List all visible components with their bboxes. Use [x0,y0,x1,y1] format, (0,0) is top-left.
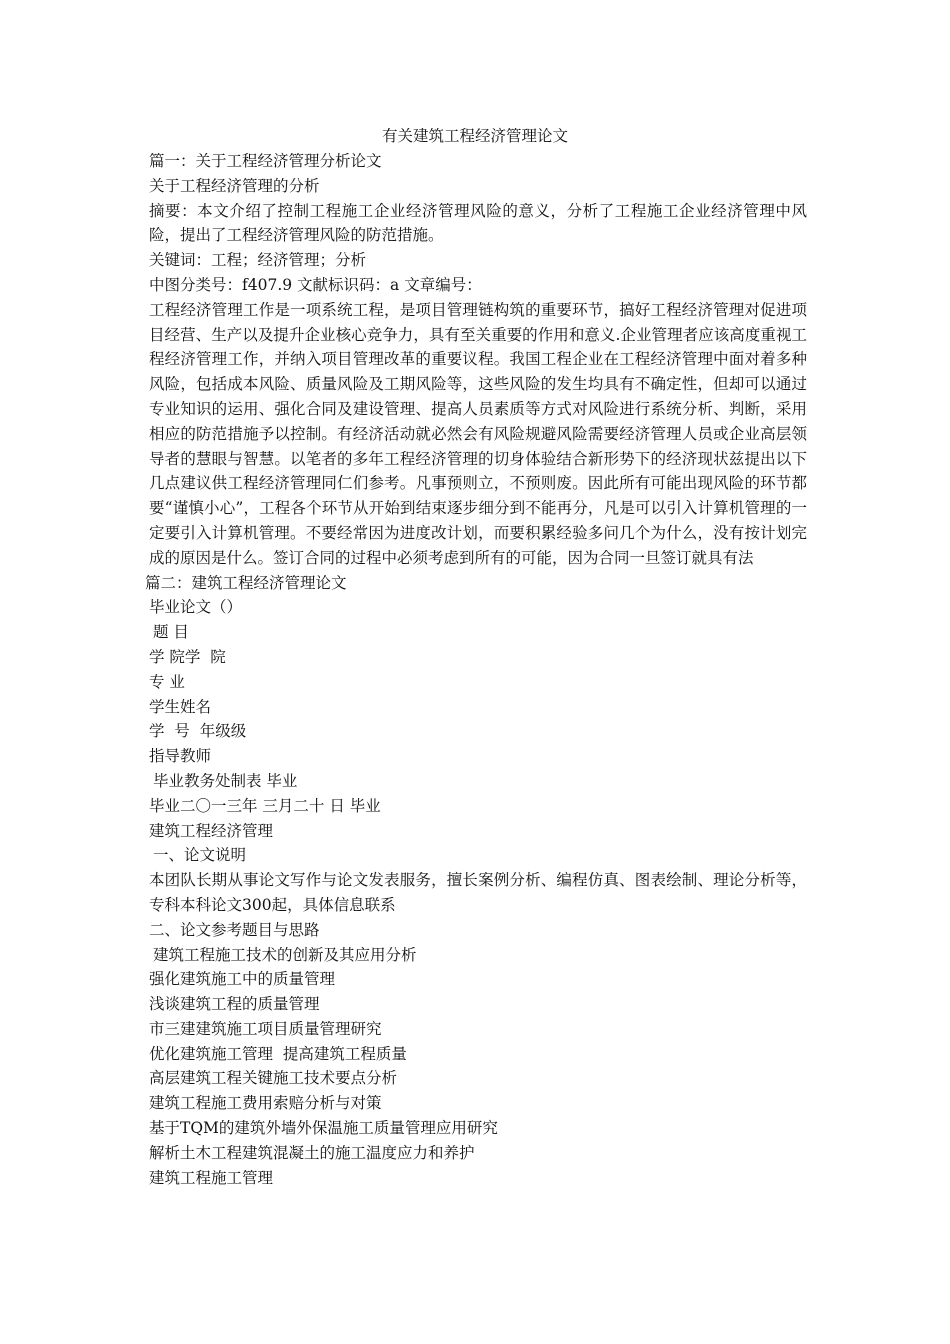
section1-classification: 中图分类号：f407.9 文献标识码：a 文章编号： [149,275,482,294]
section1-subtitle: 关于工程经济管理的分析 [149,176,320,195]
ref-item: 市三建建筑施工项目质量管理研究 [149,1019,382,1038]
document-title: 有关建筑工程经济管理论文 [381,127,568,145]
cover-student: 学生姓名 [149,697,212,716]
cover-advisor: 指导教师 [149,747,212,766]
cover-thesis: 毕业论文（） [149,598,243,617]
ref-item: 建筑工程施工费用索赔分析与对策 [149,1094,382,1113]
ref-item: 解析土木工程建筑混凝土的施工温度应力和养护 [149,1143,475,1162]
document-body [145,149,807,1190]
note-heading: 一、论文说明 [153,846,247,865]
ref-item: 浅谈建筑工程的质量管理 [149,995,320,1014]
section1-heading: 篇一：关于工程经济管理分析论文 [149,152,382,170]
cover-subject: 建筑工程经济管理 [149,821,274,840]
note-body: 本团队长期从事论文写作与论文发表服务，擅长案例分析、编程仿真、图表绘制、理论分析等，专科本科论文300起，具体信息联系 [149,871,807,914]
section1-abstract: 摘要：本文介绍了控制工程施工企业经济管理风险的意义，分析了工程施工企业经济管理中风险，提出了工程经济管理风险的防范措施。 [149,201,807,245]
cover-made-by: 毕业教务处制表 毕业 [153,771,298,790]
section2-heading: 篇二：建筑工程经济管理论文 [145,573,347,592]
ref-item: 强化建筑施工中的质量管理 [149,970,336,989]
ref-item: 建筑工程施工技术的创新及其应用分析 [153,945,417,964]
section1-keywords: 关键词：工程；经济管理；分析 [149,251,367,270]
ref-item: 基于TQM的建筑外墙外保温施工质量管理应用研究 [149,1119,498,1138]
cover-major: 专 业 [149,672,185,691]
ref-item: 高层建筑工程关键施工技术要点分析 [149,1069,398,1088]
ref-item: 优化建筑施工管理 提高建筑工程质量 [149,1044,407,1063]
ref-item: 建筑工程施工管理 [149,1168,274,1187]
refs-heading: 二、论文参考题目与思路 [149,920,320,939]
cover-date: 毕业二〇一三年 三月二十 日 毕业 [149,796,381,815]
section1-body: 工程经济管理工作是一项系统工程，是项目管理链构筑的重要环节，搞好工程经济管理对促进项目经营、生产以及提升企业核心竞争力，具有至关重要的作用和意义.企业管理者应该高度重视工程经济管理工作，并纳入项目管理改革的重要议程。我国工程企业在工程经济管理中面对着多种风险，包括成本风险、质量风险及工期风险等，这些风险的发生均具有不确定性，但却可以通过专业知识的运用、强化合同及建设管理、提高人员素质等方式对风险进行系统分析、判断，采用相应的防范措施予以控制。有经济活动就必然会有风险规避风险需要经济管理人员或企业高层领导者的慧眼与智慧。以笔者的多年工程经济管理的切身体验结合新形势下的经济现状兹提出以下几点建议供工程经济管理同仁们参考。凡事预则立，不预则废。因此所有可能出现风险的环节都要“谨慎小心”，工程各个环节从开始到结束逐步细分到不能再分，凡是可以引入计算机管理的一定要引入计算机管理。不要经常因为进度改计划，而要积累经验多问几个为什么，没有按计划完成的原因是什么。签订合同的过程中必须考虑到所有的可能，因为合同一旦签订就具有法 [149,300,807,567]
cover-topic: 题 目 [153,623,189,642]
cover-student-id: 学 号 年级级 [149,722,247,741]
cover-college: 学 院学 院 [149,647,226,666]
